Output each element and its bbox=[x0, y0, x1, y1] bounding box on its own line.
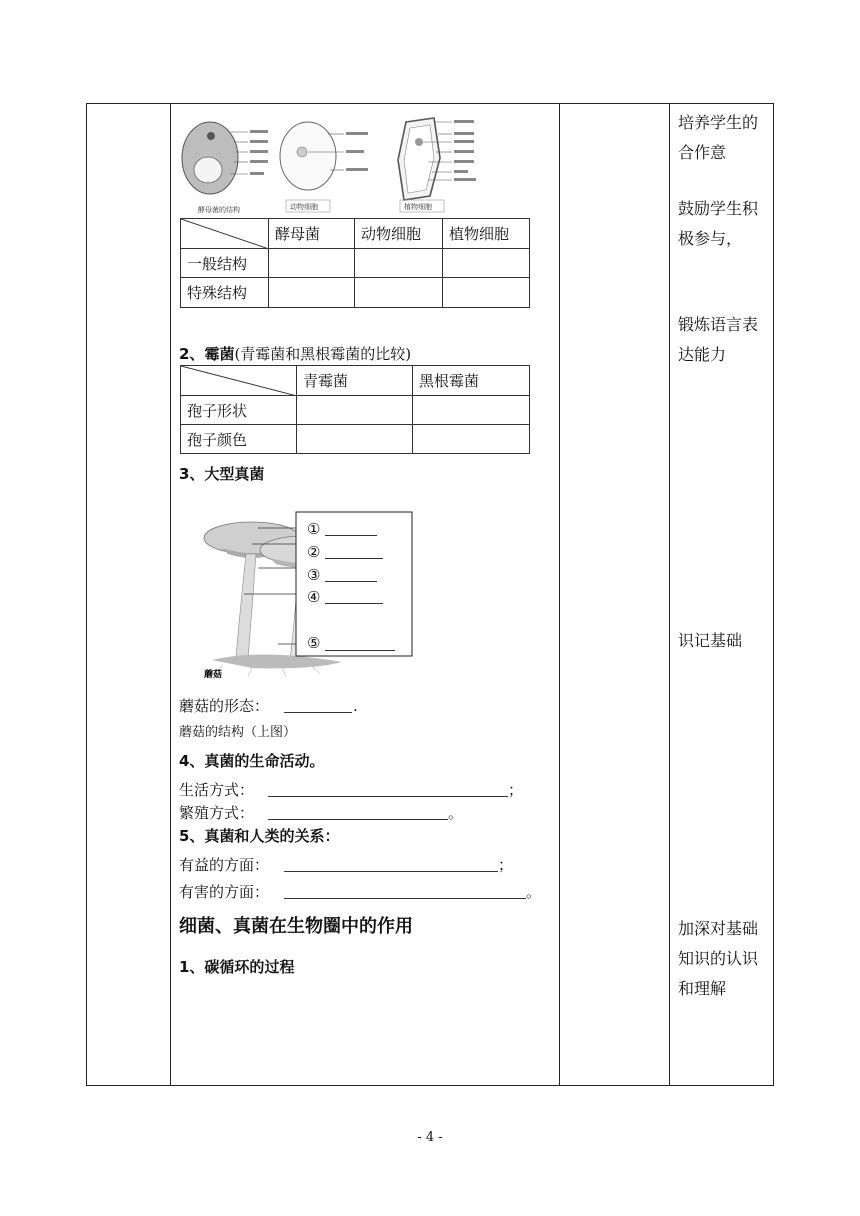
column-divider-3 bbox=[669, 103, 670, 1086]
right-note-line: 知识的认识 bbox=[678, 949, 759, 968]
mushroom-blank-5[interactable] bbox=[325, 650, 395, 651]
table1-cell bbox=[269, 249, 355, 278]
table1-cell bbox=[355, 249, 443, 278]
mushroom-caption: 蘑菇 bbox=[204, 670, 223, 680]
mushroom-blank-4[interactable] bbox=[325, 603, 383, 604]
table1-header: 动物细胞 bbox=[355, 219, 443, 249]
mushroom-structure-note: 蘑菇的结构（上图） bbox=[179, 725, 297, 740]
right-note-line: 培养学生的 bbox=[678, 113, 759, 132]
table1-cell bbox=[443, 278, 530, 308]
mushroom-shape-label: 蘑菇的形态： bbox=[179, 697, 270, 715]
table1-header: 酵母菌 bbox=[269, 219, 355, 249]
right-note-2 bbox=[678, 194, 770, 254]
table1-row-label: 一般结构 bbox=[181, 249, 269, 278]
yeast-caption: 酵母菌的结构 bbox=[198, 206, 240, 214]
table1-cell bbox=[269, 278, 355, 308]
mushroom-label-5: ⑤ bbox=[307, 634, 321, 652]
benefit-label: 有益的方面： bbox=[179, 856, 270, 874]
mushroom-figure bbox=[192, 510, 416, 682]
table2-cell bbox=[297, 425, 413, 454]
table2-cell bbox=[297, 396, 413, 425]
table2-header: 黑根霉菌 bbox=[413, 366, 530, 396]
reproduction-blank[interactable] bbox=[268, 819, 448, 820]
right-note-1 bbox=[678, 108, 770, 168]
cell-structure-figures bbox=[178, 112, 508, 218]
benefit-end: ； bbox=[498, 856, 514, 874]
right-note-line: 锻炼语言表 bbox=[678, 315, 759, 334]
section5-heading: 5、真菌和人类的关系： bbox=[179, 827, 340, 845]
table2-header: 青霉菌 bbox=[297, 366, 413, 396]
table2-cell bbox=[413, 425, 530, 454]
page-number: - 4 - bbox=[417, 1130, 443, 1145]
right-note-line: 和理解 bbox=[678, 979, 727, 998]
benefit-blank[interactable] bbox=[284, 871, 498, 872]
mushroom-label-1: ① bbox=[307, 520, 321, 538]
cell-comparison-table bbox=[180, 218, 530, 308]
table2-row-label: 孢子形状 bbox=[181, 396, 297, 425]
column-divider-1 bbox=[170, 103, 171, 1086]
right-note-4 bbox=[678, 626, 770, 656]
table1-cell bbox=[443, 249, 530, 278]
section2-heading bbox=[179, 345, 411, 363]
section2-title: 霉菌 bbox=[204, 345, 235, 363]
mushroom-shape-end: . bbox=[353, 697, 358, 715]
lifestyle-blank[interactable] bbox=[268, 796, 508, 797]
animal-cell-figure bbox=[280, 122, 368, 212]
section3-heading: 3、大型真菌 bbox=[179, 465, 265, 483]
right-note-5 bbox=[678, 914, 770, 1004]
table2-corner-cell bbox=[181, 366, 297, 396]
yeast-cell-figure bbox=[182, 122, 268, 214]
right-note-line: 鼓励学生积 bbox=[678, 199, 759, 218]
table2-row-label: 孢子颜色 bbox=[181, 425, 297, 454]
table1-cell bbox=[355, 278, 443, 308]
mushroom-label-2: ② bbox=[307, 543, 321, 561]
reproduction-label: 繁殖方式： bbox=[179, 804, 255, 822]
table1-row-label: 特殊结构 bbox=[181, 278, 269, 308]
column-divider-2 bbox=[559, 103, 560, 1086]
right-note-line: 合作意 bbox=[678, 143, 727, 162]
reproduction-end: 。 bbox=[448, 804, 464, 822]
mushroom-blank-3[interactable] bbox=[325, 581, 377, 582]
right-note-line: 识记基础 bbox=[678, 631, 743, 650]
right-note-3 bbox=[678, 310, 770, 370]
mushroom-blank-2[interactable] bbox=[325, 558, 383, 559]
role-heading: 细菌、真菌在生物圈中的作用 bbox=[179, 916, 413, 937]
table1-corner-cell bbox=[181, 219, 269, 249]
right-note-line: 极参与， bbox=[678, 229, 743, 248]
plant-caption: 植物细胞 bbox=[404, 203, 432, 211]
animal-caption: 动物细胞 bbox=[290, 203, 318, 211]
plant-cell-figure bbox=[398, 118, 476, 212]
harm-end: 。 bbox=[526, 883, 542, 901]
section2-subtitle: (青霉菌和黑根霉菌的比较) bbox=[234, 345, 412, 363]
section4-heading: 4、真菌的生命活动。 bbox=[179, 752, 325, 770]
mushroom-label-3: ③ bbox=[307, 566, 321, 584]
table1-header: 植物细胞 bbox=[443, 219, 530, 249]
lifestyle-end: ； bbox=[508, 781, 524, 799]
right-note-line: 达能力 bbox=[678, 345, 727, 364]
lifestyle-label: 生活方式： bbox=[179, 781, 255, 799]
mold-comparison-table bbox=[180, 365, 530, 454]
mushroom-blank-1[interactable] bbox=[325, 535, 377, 536]
harm-blank[interactable] bbox=[284, 898, 526, 899]
section2-number: 2、 bbox=[179, 345, 205, 363]
mushroom-shape-blank[interactable] bbox=[284, 712, 352, 713]
right-note-line: 加深对基础 bbox=[678, 919, 759, 938]
carbon-cycle-heading: 1、碳循环的过程 bbox=[179, 958, 295, 976]
table2-cell bbox=[413, 396, 530, 425]
mushroom-label-4: ④ bbox=[307, 588, 321, 606]
harm-label: 有害的方面： bbox=[179, 883, 270, 901]
